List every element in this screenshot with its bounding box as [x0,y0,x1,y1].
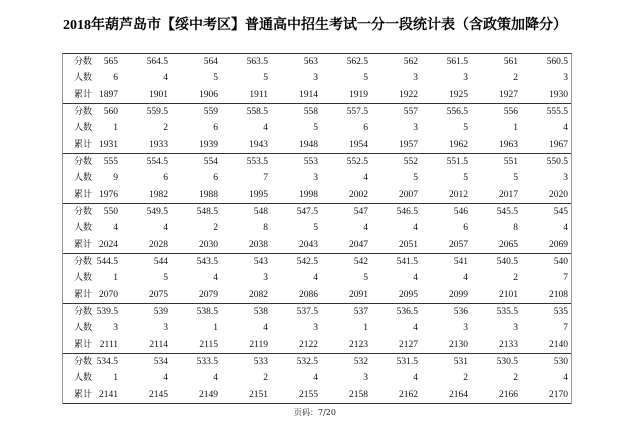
cumulative-cell: 1962 [449,139,468,150]
score-cells [68,54,568,70]
count-cell: 6 [463,223,468,234]
score-distribution-table [62,53,572,404]
page-title: 2018年葫芦岛市【绥中考区】普通高中招生考试一分一段统计表（含政策加降分） [63,18,567,33]
cumulative-cell: 2115 [199,339,218,350]
score-cell: 539.5 [96,307,118,317]
score-cell: 541.5 [396,257,418,267]
count-cell: 3 [413,73,418,84]
row-label-count: 人数 [74,373,93,384]
cumulative-cell: 2108 [549,289,568,300]
score-cell: 563 [303,57,318,67]
row-label-cumulative: 累计 [74,339,93,350]
cumulative-cell: 2114 [149,339,168,350]
count-cell: 3 [413,123,418,134]
count-row [63,370,571,386]
count-cells [68,320,568,336]
page-number: 页码：7/20 [294,408,336,417]
cumulative-cell: 1982 [149,189,168,200]
cumulative-cell: 2030 [199,239,218,250]
score-cell: 540.5 [496,257,518,267]
count-cell: 9 [113,173,118,184]
score-cell: 544 [153,257,168,267]
table-block [63,354,571,404]
count-cell: 4 [213,373,218,384]
score-cell: 559 [203,107,218,117]
count-cells [68,70,568,86]
cumulative-cell: 2158 [349,389,368,400]
cumulative-cell: 1931 [99,139,118,150]
cumulative-cells [68,187,568,203]
score-row [63,354,571,370]
count-cell: 3 [363,373,368,384]
cumulative-cell: 1967 [549,139,568,150]
count-cell: 5 [313,223,318,234]
score-cell: 552 [403,157,418,167]
cumulative-cell: 2130 [449,339,468,350]
count-cell: 5 [413,173,418,184]
score-row [63,154,571,170]
cumulative-cell: 1943 [249,139,268,150]
cumulative-row [63,337,571,353]
cumulative-cell: 2123 [349,339,368,350]
cumulative-cell: 2024 [99,239,118,250]
count-cell: 3 [113,323,118,334]
score-cell: 565 [103,57,118,67]
count-row [63,220,571,236]
cumulative-cell: 1919 [349,89,368,100]
count-row [63,120,571,136]
cumulative-cell: 2002 [349,189,368,200]
score-cell: 535 [553,307,568,317]
cumulative-cell: 2095 [399,289,418,300]
cumulative-row [63,287,571,303]
score-cell: 537.5 [296,307,318,317]
count-cell: 8 [263,223,268,234]
score-cell: 537 [353,307,368,317]
cumulative-cell: 2101 [499,289,518,300]
count-cells [68,220,568,236]
cumulative-cell: 2119 [249,339,268,350]
count-cell: 1 [113,123,118,134]
row-label-count: 人数 [74,273,93,284]
count-cell: 2 [513,373,518,384]
cumulative-cells [68,337,568,353]
count-cell: 4 [263,123,268,134]
score-cell: 558.5 [246,107,268,117]
count-cells [68,370,568,386]
cumulative-cell: 2057 [449,239,468,250]
score-cell: 545 [553,207,568,217]
score-cell: 558 [303,107,318,117]
row-label-count: 人数 [74,223,93,234]
count-cell: 2 [213,223,218,234]
score-cell: 559.5 [146,107,168,117]
cumulative-cell: 2099 [449,289,468,300]
score-cell: 548 [253,207,268,217]
cumulative-cell: 2155 [299,389,318,400]
cumulative-cell: 1922 [399,89,418,100]
cumulative-cell: 2111 [99,339,118,350]
cumulative-cells [68,137,568,153]
cumulative-cell: 2086 [299,289,318,300]
score-cell: 562.5 [346,57,368,67]
count-cell: 6 [213,123,218,134]
count-cell: 3 [313,323,318,334]
cumulative-cell: 2017 [499,189,518,200]
count-cell: 4 [113,223,118,234]
count-cell: 2 [513,73,518,84]
cumulative-cell: 1988 [199,189,218,200]
count-cell: 6 [163,173,168,184]
cumulative-cells [68,387,568,403]
count-cell: 5 [313,123,318,134]
count-cell: 4 [563,123,568,134]
score-cell: 556.5 [446,107,468,117]
count-cell: 3 [313,73,318,84]
score-cells [68,304,568,320]
cumulative-cell: 2012 [449,189,468,200]
cumulative-cells [68,87,568,103]
count-cell: 6 [113,73,118,84]
cumulative-cell: 2075 [149,289,168,300]
count-cell: 4 [313,273,318,284]
count-cell: 4 [413,223,418,234]
cumulative-cell: 2149 [199,389,218,400]
count-cell: 4 [413,273,418,284]
cumulative-cell: 1995 [249,189,268,200]
row-label-cumulative: 累计 [74,189,93,200]
score-cell: 547 [353,207,368,217]
score-cell: 550 [103,207,118,217]
cumulative-cell: 2028 [149,239,168,250]
score-cell: 544.5 [96,257,118,267]
score-cell: 557 [403,107,418,117]
cumulative-cell: 2164 [449,389,468,400]
score-cell: 555.5 [546,107,568,117]
count-cell: 3 [463,323,468,334]
table-block [63,104,571,154]
score-cell: 533 [253,357,268,367]
cumulative-cell: 2051 [399,239,418,250]
score-cells [68,354,568,370]
cumulative-cell: 2043 [299,239,318,250]
table-block [63,254,571,304]
count-cell: 5 [213,73,218,84]
cumulative-cell: 2065 [499,239,518,250]
score-cell: 543.5 [196,257,218,267]
score-cell: 541 [453,257,468,267]
score-cell: 555 [103,157,118,167]
count-cell: 5 [463,173,468,184]
cumulative-cell: 2127 [399,339,418,350]
count-cell: 4 [563,223,568,234]
table-block [63,204,571,254]
count-row [63,270,571,286]
count-cell: 8 [513,223,518,234]
table-block [63,304,571,354]
score-cell: 553.5 [246,157,268,167]
cumulative-row [63,137,571,153]
score-cell: 554.5 [146,157,168,167]
count-cell: 3 [313,173,318,184]
count-cell: 3 [463,73,468,84]
score-cell: 546 [453,207,468,217]
score-cells [68,104,568,120]
score-cell: 551 [503,157,518,167]
count-cell: 6 [213,173,218,184]
score-cells [68,254,568,270]
score-cell: 561.5 [446,57,468,67]
count-cell: 5 [363,273,368,284]
cumulative-cell: 2047 [349,239,368,250]
cumulative-cell: 2079 [199,289,218,300]
score-cell: 531 [453,357,468,367]
row-label-cumulative: 累计 [74,89,93,100]
count-cells [68,270,568,286]
cumulative-cell: 1998 [299,189,318,200]
score-cell: 557.5 [346,107,368,117]
cumulative-cell: 1914 [299,89,318,100]
score-cell: 530.5 [496,357,518,367]
score-cell: 551.5 [446,157,468,167]
count-cell: 4 [413,323,418,334]
cumulative-cell: 2122 [299,339,318,350]
score-cell: 542.5 [296,257,318,267]
cumulative-cell: 2140 [549,339,568,350]
row-label-score: 分数 [74,307,93,317]
table-block [63,54,571,104]
score-cell: 561 [503,57,518,67]
cumulative-cell: 1927 [499,89,518,100]
count-cell: 4 [563,373,568,384]
count-row [63,70,571,86]
score-cell: 560 [103,107,118,117]
score-cell: 536.5 [396,307,418,317]
cumulative-cell: 2091 [349,289,368,300]
cumulative-cell: 1925 [449,89,468,100]
score-cell: 543 [253,257,268,267]
count-cell: 5 [463,123,468,134]
cumulative-cell: 1901 [149,89,168,100]
count-cell: 5 [513,173,518,184]
score-cell: 533.5 [196,357,218,367]
row-label-count: 人数 [74,123,93,134]
score-row [63,204,571,220]
row-label-score: 分数 [74,57,93,67]
cumulative-row [63,187,571,203]
cumulative-cell: 1897 [99,89,118,100]
score-cell: 542 [353,257,368,267]
cumulative-cell: 2020 [549,189,568,200]
score-cell: 534 [153,357,168,367]
cumulative-cell: 2007 [399,189,418,200]
count-cell: 5 [363,73,368,84]
row-label-cumulative: 累计 [74,139,93,150]
count-cell: 4 [163,373,168,384]
score-cell: 546.5 [396,207,418,217]
score-cell: 547.5 [296,207,318,217]
cumulative-cell: 2133 [499,339,518,350]
cumulative-cell: 2069 [549,239,568,250]
count-cell: 2 [463,373,468,384]
score-cell: 532 [353,357,368,367]
count-cell: 3 [163,323,168,334]
cumulative-cell: 2141 [99,389,118,400]
count-cell: 1 [213,323,218,334]
score-cell: 534.5 [96,357,118,367]
cumulative-cell: 2162 [399,389,418,400]
row-label-score: 分数 [74,207,93,217]
score-cell: 550.5 [546,157,568,167]
score-cell: 538 [253,307,268,317]
count-cell: 4 [363,223,368,234]
cumulative-cell: 2151 [249,389,268,400]
score-cell: 553 [303,157,318,167]
score-row [63,304,571,320]
score-cells [68,204,568,220]
row-label-score: 分数 [74,357,93,367]
table-block [63,154,571,204]
count-cell: 4 [413,373,418,384]
score-row [63,104,571,120]
count-cell: 4 [213,273,218,284]
cumulative-cell: 2170 [549,389,568,400]
score-row [63,54,571,70]
score-cell: 540 [553,257,568,267]
count-cell: 7 [563,273,568,284]
score-cells [68,154,568,170]
count-cell: 2 [263,373,268,384]
row-label-score: 分数 [74,157,93,167]
score-cell: 531.5 [396,357,418,367]
count-cell: 7 [563,323,568,334]
count-cell: 4 [163,223,168,234]
count-cell: 4 [163,73,168,84]
row-label-score: 分数 [74,107,93,117]
score-cell: 549.5 [146,207,168,217]
count-cells [68,170,568,186]
row-label-count: 人数 [74,173,93,184]
row-label-cumulative: 累计 [74,389,93,400]
score-row [63,254,571,270]
score-cell: 536 [453,307,468,317]
count-row [63,170,571,186]
score-cell: 554 [203,157,218,167]
cumulative-cell: 1957 [399,139,418,150]
cumulative-cell: 1906 [199,89,218,100]
score-cell: 552.5 [346,157,368,167]
score-cell: 548.5 [196,207,218,217]
count-cell: 1 [113,273,118,284]
count-cell: 4 [363,173,368,184]
count-cell: 7 [263,173,268,184]
cumulative-cell: 1939 [199,139,218,150]
cumulative-row [63,237,571,253]
count-cell: 4 [463,273,468,284]
cumulative-cell: 1933 [149,139,168,150]
count-cells [68,120,568,136]
cumulative-cell: 1963 [499,139,518,150]
count-cell: 2 [513,273,518,284]
count-cell: 5 [263,73,268,84]
score-cell: 564 [203,57,218,67]
cumulative-cell: 1930 [549,89,568,100]
score-cell: 535.5 [496,307,518,317]
row-label-cumulative: 累计 [74,289,93,300]
cumulative-row [63,387,571,403]
count-cell: 1 [513,123,518,134]
score-cell: 563.5 [246,57,268,67]
count-cell: 5 [163,273,168,284]
count-cell: 2 [163,123,168,134]
cumulative-cells [68,287,568,303]
score-cell: 556 [503,107,518,117]
cumulative-cell: 2070 [99,289,118,300]
cumulative-cell: 2038 [249,239,268,250]
cumulative-cells [68,237,568,253]
row-label-count: 人数 [74,323,93,334]
score-cell: 545.5 [496,207,518,217]
score-cell: 560.5 [546,57,568,67]
cumulative-cell: 1954 [349,139,368,150]
count-cell: 6 [363,123,368,134]
count-cell: 4 [263,323,268,334]
count-cell: 3 [563,73,568,84]
count-cell: 4 [313,373,318,384]
count-cell: 1 [363,323,368,334]
row-label-cumulative: 累计 [74,239,93,250]
score-cell: 532.5 [296,357,318,367]
row-label-score: 分数 [74,257,93,267]
cumulative-cell: 1976 [99,189,118,200]
count-cell: 3 [513,323,518,334]
count-row [63,320,571,336]
cumulative-cell: 1948 [299,139,318,150]
row-label-count: 人数 [74,73,93,84]
score-cell: 539 [153,307,168,317]
score-cell: 562 [403,57,418,67]
count-cell: 1 [113,373,118,384]
count-cell: 3 [563,173,568,184]
cumulative-cell: 1911 [249,89,268,100]
cumulative-row [63,87,571,103]
cumulative-cell: 2166 [499,389,518,400]
cumulative-cell: 2082 [249,289,268,300]
score-cell: 564.5 [146,57,168,67]
count-cell: 3 [263,273,268,284]
score-cell: 538.5 [196,307,218,317]
score-cell: 530 [553,357,568,367]
cumulative-cell: 2145 [149,389,168,400]
